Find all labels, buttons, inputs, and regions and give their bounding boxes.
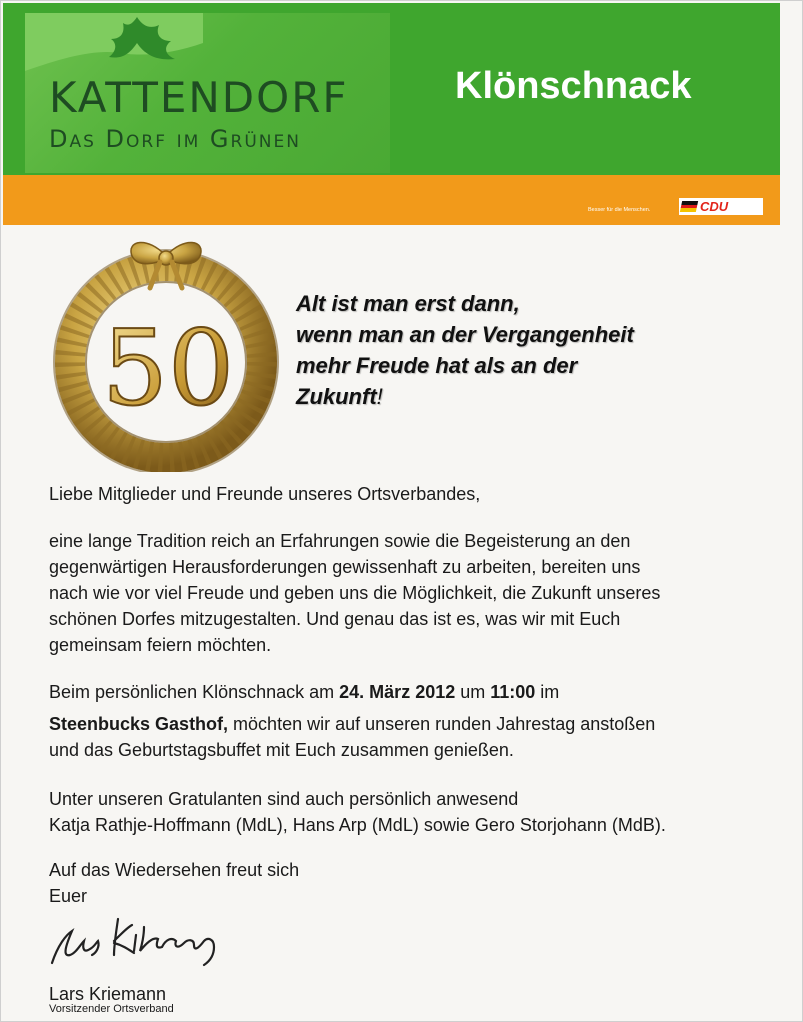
- signer-name: Lars Kriemann: [49, 984, 167, 1004]
- quote-line: Zukunft: [296, 384, 377, 409]
- quote-exclamation: !: [376, 384, 383, 409]
- signature: [44, 905, 224, 975]
- emblem-number: 50: [101, 307, 235, 429]
- event-date: 24. März 2012: [339, 682, 456, 702]
- quote-line: mehr Freude hat als an der: [296, 353, 578, 378]
- cdu-label: CDU: [700, 199, 729, 214]
- signer-role: Vorsitzender Ortsverband: [49, 1003, 174, 1015]
- paragraph-line: gemeinsam feiern möchten.: [49, 635, 272, 655]
- event-text: Beim persönlichen Klönschnack am: [49, 682, 340, 702]
- event-line: und das Geburtstagsbuffet mit Euch zusammen genießen.: [49, 740, 514, 760]
- paragraph-line: eine lange Tradition reich an Erfahrungen sowie die Begeisterung an den: [49, 531, 631, 551]
- guests-line: Katja Rathje-Hoffmann (MdL), Hans Arp (MdL) sowie Gero Storjohann (MdB).: [49, 815, 666, 835]
- event-line: [49, 711, 655, 737]
- paragraph-line: schönen Dorfes mitzugestalten. Und genau das ist es, was wir mit Euch: [49, 609, 621, 629]
- closing-line: Euer: [49, 886, 88, 906]
- cdu-logo: [679, 198, 763, 215]
- paragraph-line: nach wie vor viel Freude und geben uns die Möglichkeit, die Zukunft unseres: [49, 583, 661, 603]
- golden-wreath-50-icon: [52, 232, 280, 472]
- leaf-icon: [25, 13, 203, 71]
- quote-line: Alt ist man erst dann,: [296, 291, 520, 316]
- guests-line: Unter unseren Gratulanten sind auch persönlich anwesend: [49, 789, 519, 809]
- quote-line-last: [296, 381, 756, 412]
- salutation: Liebe Mitglieder und Freunde unseres Ortsverbandes,: [49, 484, 481, 504]
- event-text: möchten wir auf unseren runden Jahrestag anstoßen: [228, 714, 656, 734]
- event-text: um: [455, 682, 491, 702]
- closing-line: Auf das Wiedersehen freut sich: [49, 860, 300, 880]
- event-line: [49, 679, 559, 705]
- header-title: Klönschnack: [455, 65, 692, 107]
- paragraph-line: gegenwärtigen Herausforderungen gewissenhaft zu arbeiten, bereiten uns: [49, 557, 641, 577]
- cdu-slogan: Besser für die Menschen.: [588, 207, 651, 213]
- orange-band: [3, 175, 780, 225]
- kattendorf-logo: [25, 13, 390, 173]
- german-flag-icon: [680, 201, 698, 212]
- event-text: im: [535, 682, 560, 702]
- logo-title: KATTENDORF: [49, 73, 349, 122]
- logo-subtitle: Das Dorf im Grünen: [49, 125, 301, 153]
- letterhead: [3, 3, 780, 223]
- event-venue: Steenbucks Gasthof,: [49, 714, 229, 734]
- event-time: 11:00: [490, 682, 536, 702]
- quote: [296, 288, 756, 412]
- quote-line: wenn man an der Vergangenheit: [296, 322, 634, 347]
